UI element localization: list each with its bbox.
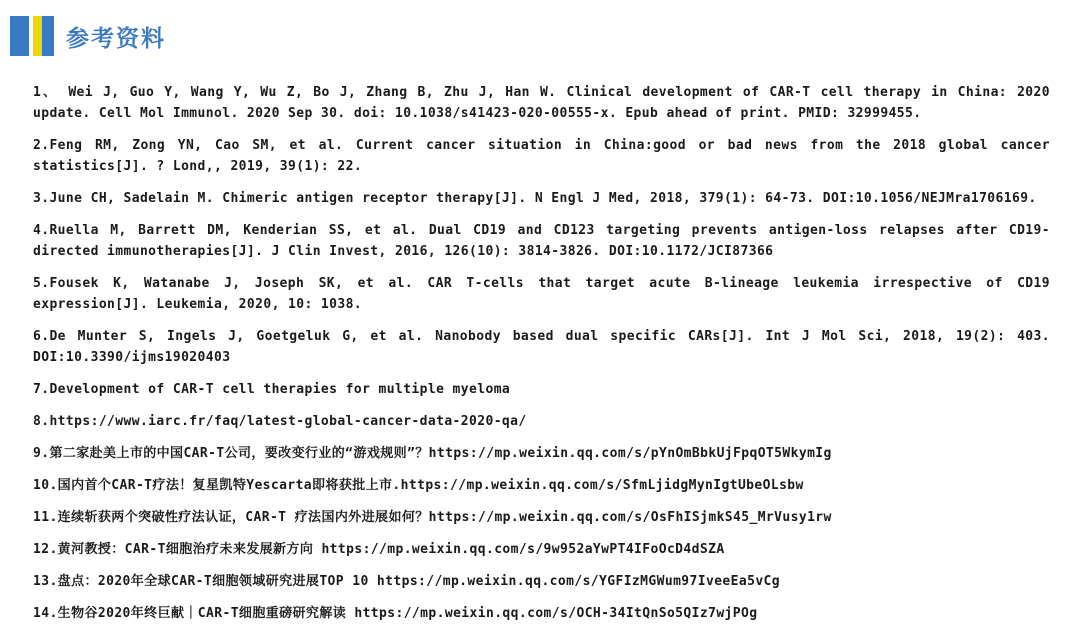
- slide-accent-logo: [10, 16, 54, 56]
- logo-blue-stripe: [42, 16, 54, 56]
- reference-item: 14.生物谷2020年终巨献｜CAR-T细胞重磅研究解读 https://mp.weixin.qq.com/s/OCH-34ItQnSo5QIz7wjPOg: [33, 606, 758, 621]
- reference-item: 2.Feng RM, Zong YN, Cao SM, et al. Current cancer situation in China:good or bad news from the 2018 global cancer statistics[J]. ? Lond,, 2019, 39(1): 22.: [33, 138, 1050, 174]
- reference-item: 8.https://www.iarc.fr/faq/latest-global-cancer-data-2020-qa/: [33, 414, 527, 429]
- reference-item: 7.Development of CAR-T cell therapies for multiple myeloma: [33, 382, 511, 397]
- reference-item: 12.黄河教授：CAR-T细胞治疗未来发展新方向 https://mp.weixin.qq.com/s/9w952aYwPT4IFoOcD4dSZA: [33, 542, 725, 557]
- reference-item: 9.第二家赴美上市的中国CAR-T公司，要改变行业的“游戏规则”？https://mp.weixin.qq.com/s/pYnOmBbkUjFpqOT5WkymIg: [33, 446, 832, 461]
- logo-yellow-stripe: [33, 16, 42, 56]
- page-title: 参考资料: [66, 25, 166, 52]
- reference-item: 10.国内首个CAR-T疗法！复星凯特Yescarta即将获批上市.https://mp.weixin.qq.com/s/SfmLjidgMynIgtUbeOLsbw: [33, 478, 804, 493]
- logo-blue-block: [10, 16, 29, 56]
- reference-item: 5.Fousek K, Watanabe J, Joseph SK, et al. CAR T-cells that target acute B-lineage leukemia irrespective of CD19 expression[J]. Leukemia, 2020, 10: 1038.: [33, 276, 1050, 312]
- reference-item: 13.盘点：2020年全球CAR-T细胞领域研究进展TOP 10 https://mp.weixin.qq.com/s/YGFIzMGWum97IveeEa5vCg: [33, 574, 781, 589]
- reference-item: 3.June CH, Sadelain M. Chimeric antigen receptor therapy[J]. N Engl J Med, 2018, 379(1): 64-73. DOI:10.1056/NEJMra1706169.: [33, 191, 1037, 206]
- reference-item: 11.连续斩获两个突破性疗法认证，CAR-T 疗法国内外进展如何？https://mp.weixin.qq.com/s/OsFhISjmkS45_MrVusy1rw: [33, 510, 832, 525]
- reference-item: 1、 Wei J, Guo Y, Wang Y, Wu Z, Bo J, Zhang B, Zhu J, Han W. Clinical development of CAR-T cell therapy in China: 2020 update. Cell Mol Immunol. 2020 Sep 30. doi: 10.1038/s41423-020-00555-x. Epub ahead of print. PMID: 32999455.: [33, 85, 1050, 121]
- reference-item: 6.De Munter S, Ingels J, Goetgeluk G, et al. Nanobody based dual specific CARs[J]. Int J Mol Sci, 2018, 19(2): 403. DOI:10.3390/ijms19020403: [33, 329, 1050, 365]
- slide-header: [0, 0, 1080, 58]
- reference-item: 4.Ruella M, Barrett DM, Kenderian SS, et al. Dual CD19 and CD123 targeting prevents antigen-loss relapses after CD19-directed immunotherapies[J]. J Clin Invest, 2016, 126(10): 3814-3826. DOI:10.1172/JCI87366: [33, 223, 1050, 259]
- reference-list: [0, 82, 1080, 624]
